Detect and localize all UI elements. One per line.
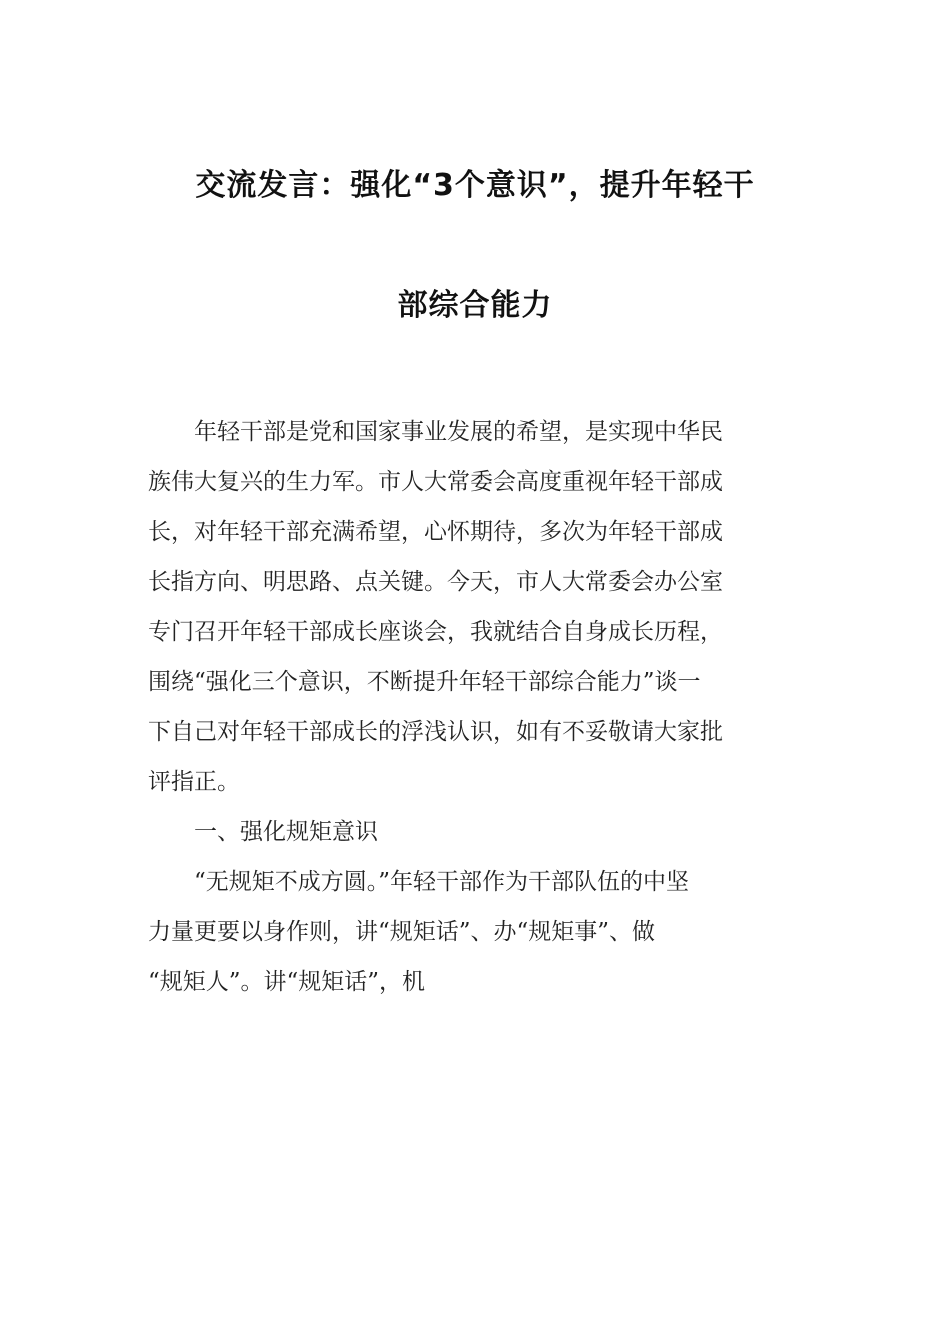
document-title-line-1: 交流发言：强化“3个意识”，提升年轻干 [195, 168, 755, 203]
paragraph-line: 下自己对年轻干部成长的浮浅认识，如有不妥敬请大家批 [148, 719, 723, 745]
paragraph-line: “无规矩不成方圆。”年轻干部作为干部队伍的中坚 [194, 869, 690, 895]
section-heading-text: 一、强化规矩意识 [194, 819, 378, 845]
paragraph-line: 年轻干部是党和国家事业发展的希望，是实现中华民 [194, 419, 723, 445]
paragraph-line: 长，对年轻干部充满希望，心怀期待，多次为年轻干部成 [148, 519, 723, 545]
paragraph-line: “规矩人”。讲“规矩话”，机 [148, 969, 426, 995]
paragraph-line: 长指方向、明思路、点关键。今天，市人大常委会办公室 [148, 569, 723, 595]
document-title-line-2: 部综合能力 [397, 288, 553, 323]
paragraph-line: 围绕“强化三个意识，不断提升年轻干部综合能力”谈一 [148, 669, 701, 695]
paragraph-line: 专门召开年轻干部成长座谈会，我就结合自身成长历程， [148, 619, 723, 645]
paragraph-line: 族伟大复兴的生力军。市人大常委会高度重视年轻干部成 [148, 469, 723, 495]
paragraph-line: 评指正。 [148, 769, 240, 795]
paragraph-line: 力量更要以身作则，讲“规矩话”、办“规矩事”、做 [148, 919, 656, 945]
